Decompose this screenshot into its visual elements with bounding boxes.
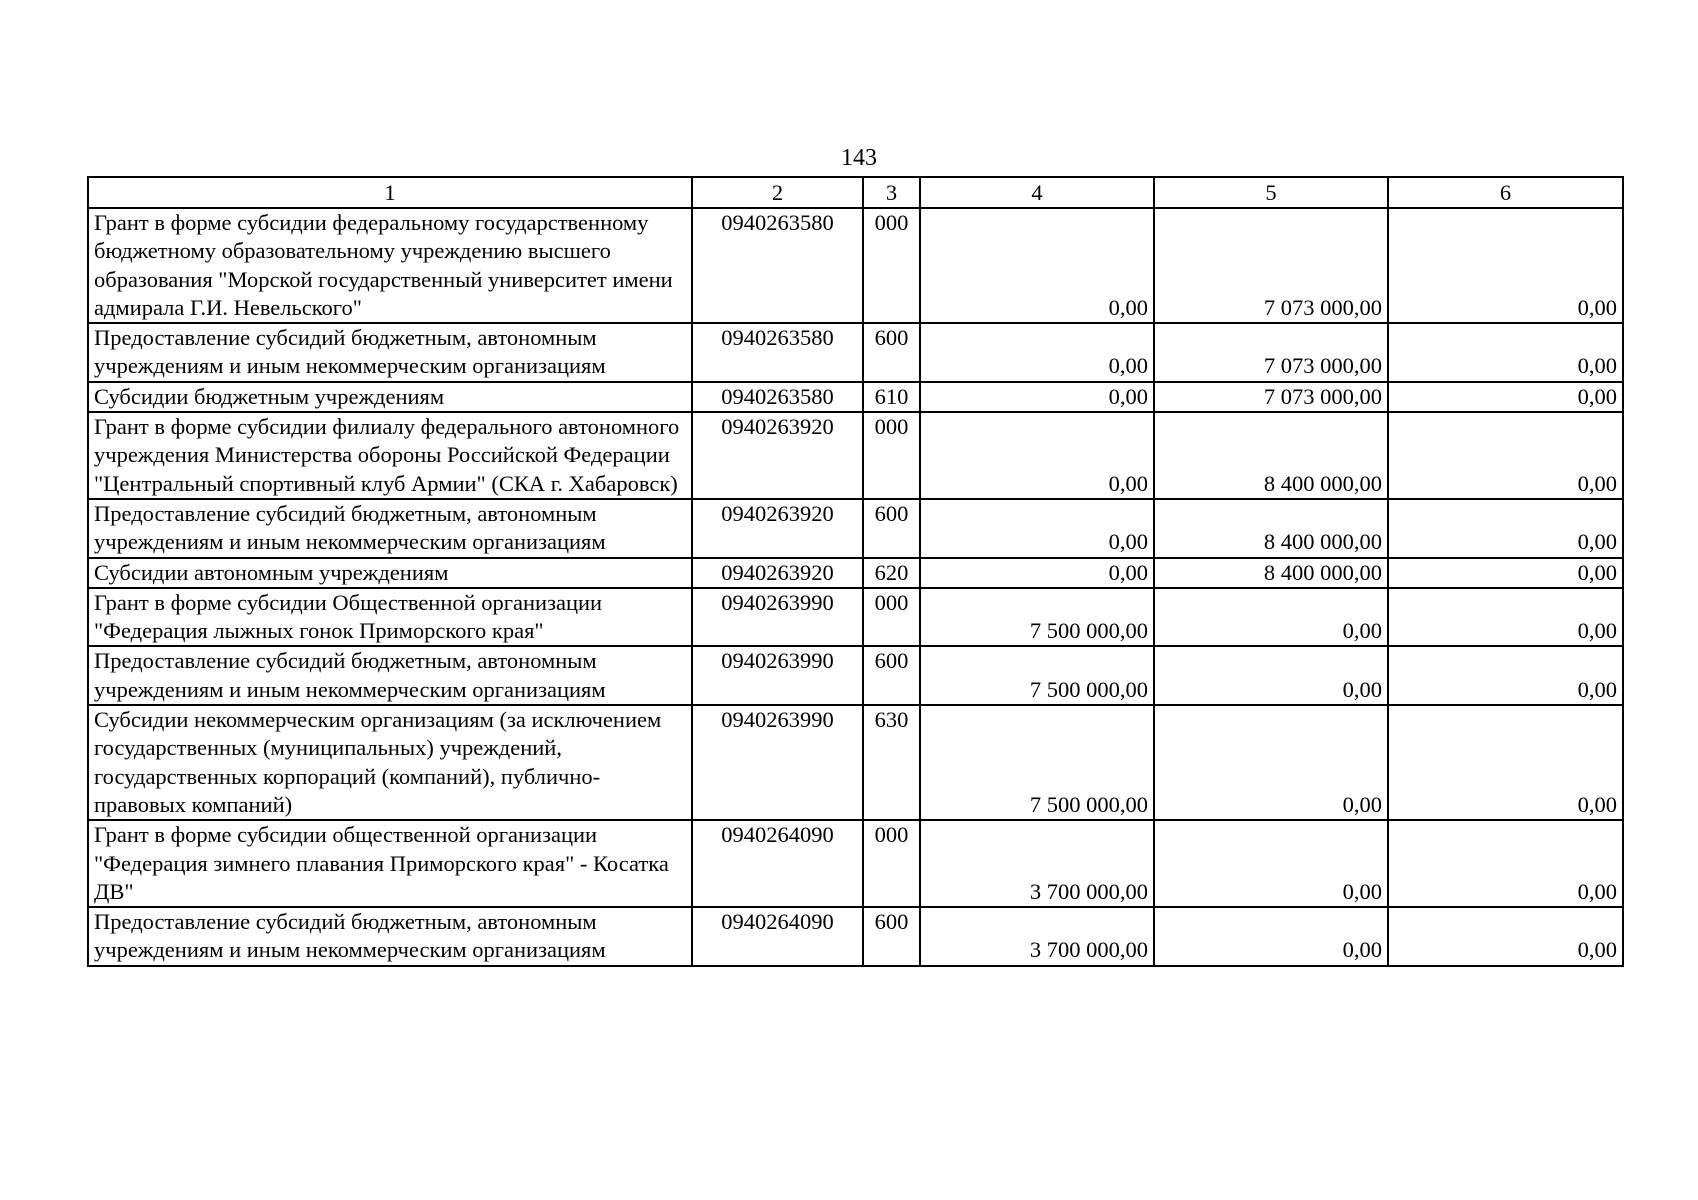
row-name: Грант в форме субсидии филиалу федерального автономного учреждения Министерства обороны Российской Федерации "Центральный спортивный клуб Армии" (СКА г. Хабаровск) <box>88 412 692 499</box>
row-value-4: 0,00 <box>920 412 1154 499</box>
row-value-4: 3 700 000,00 <box>920 820 1154 907</box>
row-value-5: 0,00 <box>1154 907 1388 966</box>
row-name: Грант в форме субсидии общественной организации "Федерация зимнего плавания Приморского края" - Косатка ДВ" <box>88 820 692 907</box>
row-value-6: 0,00 <box>1388 646 1623 705</box>
row-code: 0940263580 <box>692 382 863 412</box>
row-code: 0940264090 <box>692 907 863 966</box>
row-value-5: 8 400 000,00 <box>1154 412 1388 499</box>
row-value-6: 0,00 <box>1388 588 1623 647</box>
table-row <box>88 907 1623 966</box>
row-value-6: 0,00 <box>1388 907 1623 966</box>
row-value-5: 0,00 <box>1154 588 1388 647</box>
table-row <box>88 705 1623 820</box>
row-kind: 600 <box>863 646 920 705</box>
column-number: 3 <box>863 177 920 208</box>
row-value-4: 0,00 <box>920 499 1154 558</box>
row-name: Субсидии некоммерческим организациям (за исключением государственных (муниципальных) учреждений, государственных корпораций (компаний), публично-правовых компаний) <box>88 705 692 820</box>
row-value-4: 0,00 <box>920 208 1154 323</box>
row-value-5: 0,00 <box>1154 820 1388 907</box>
row-value-4: 0,00 <box>920 382 1154 412</box>
table-row <box>88 208 1623 323</box>
row-value-6: 0,00 <box>1388 412 1623 499</box>
table-row <box>88 820 1623 907</box>
row-value-4: 7 500 000,00 <box>920 705 1154 820</box>
row-code: 0940263920 <box>692 412 863 499</box>
column-number: 2 <box>692 177 863 208</box>
row-code: 0940263990 <box>692 705 863 820</box>
row-value-5: 8 400 000,00 <box>1154 499 1388 558</box>
row-code: 0940263580 <box>692 323 863 382</box>
row-value-5: 8 400 000,00 <box>1154 558 1388 588</box>
row-name: Предоставление субсидий бюджетным, автономным учреждениям и иным некоммерческим организациям <box>88 907 692 966</box>
row-value-6: 0,00 <box>1388 499 1623 558</box>
row-value-6: 0,00 <box>1388 705 1623 820</box>
row-code: 0940263920 <box>692 499 863 558</box>
page-number: 143 <box>841 145 877 171</box>
table-row <box>88 558 1623 588</box>
row-code: 0940264090 <box>692 820 863 907</box>
row-code: 0940263990 <box>692 588 863 647</box>
table-row <box>88 499 1623 558</box>
row-name: Грант в форме субсидии федеральному государственному бюджетному образовательному учреждению высшего образования "Морской государственный университет имени адмирала Г.И. Невельского" <box>88 208 692 323</box>
table-row <box>88 323 1623 382</box>
column-number: 1 <box>88 177 692 208</box>
row-name: Предоставление субсидий бюджетным, автономным учреждениям и иным некоммерческим организациям <box>88 499 692 558</box>
column-number-row <box>88 177 1623 208</box>
row-value-6: 0,00 <box>1388 382 1623 412</box>
row-kind: 000 <box>863 588 920 647</box>
table-row <box>88 382 1623 412</box>
row-value-4: 0,00 <box>920 558 1154 588</box>
row-value-5: 0,00 <box>1154 646 1388 705</box>
row-value-6: 0,00 <box>1388 208 1623 323</box>
column-number: 5 <box>1154 177 1388 208</box>
table-row <box>88 588 1623 647</box>
row-kind: 600 <box>863 499 920 558</box>
row-kind: 610 <box>863 382 920 412</box>
table-row <box>88 412 1623 499</box>
row-value-6: 0,00 <box>1388 323 1623 382</box>
row-kind: 600 <box>863 907 920 966</box>
row-value-4: 0,00 <box>920 323 1154 382</box>
row-value-4: 7 500 000,00 <box>920 588 1154 647</box>
row-kind: 000 <box>863 412 920 499</box>
row-value-5: 0,00 <box>1154 705 1388 820</box>
row-name: Субсидии автономным учреждениям <box>88 558 692 588</box>
row-value-4: 7 500 000,00 <box>920 646 1154 705</box>
row-code: 0940263990 <box>692 646 863 705</box>
row-value-5: 7 073 000,00 <box>1154 323 1388 382</box>
column-number: 6 <box>1388 177 1623 208</box>
row-value-4: 3 700 000,00 <box>920 907 1154 966</box>
row-kind: 630 <box>863 705 920 820</box>
table-row <box>88 646 1623 705</box>
row-kind: 620 <box>863 558 920 588</box>
row-value-6: 0,00 <box>1388 820 1623 907</box>
row-code: 0940263920 <box>692 558 863 588</box>
row-name: Субсидии бюджетным учреждениям <box>88 382 692 412</box>
row-name: Предоставление субсидий бюджетным, автономным учреждениям и иным некоммерческим организациям <box>88 646 692 705</box>
row-kind: 000 <box>863 820 920 907</box>
row-name: Грант в форме субсидии Общественной организации "Федерация лыжных гонок Приморского края" <box>88 588 692 647</box>
column-number: 4 <box>920 177 1154 208</box>
budget-table <box>87 176 1624 967</box>
row-value-5: 7 073 000,00 <box>1154 208 1388 323</box>
row-value-5: 7 073 000,00 <box>1154 382 1388 412</box>
row-code: 0940263580 <box>692 208 863 323</box>
row-name: Предоставление субсидий бюджетным, автономным учреждениям и иным некоммерческим организациям <box>88 323 692 382</box>
row-value-6: 0,00 <box>1388 558 1623 588</box>
row-kind: 600 <box>863 323 920 382</box>
row-kind: 000 <box>863 208 920 323</box>
